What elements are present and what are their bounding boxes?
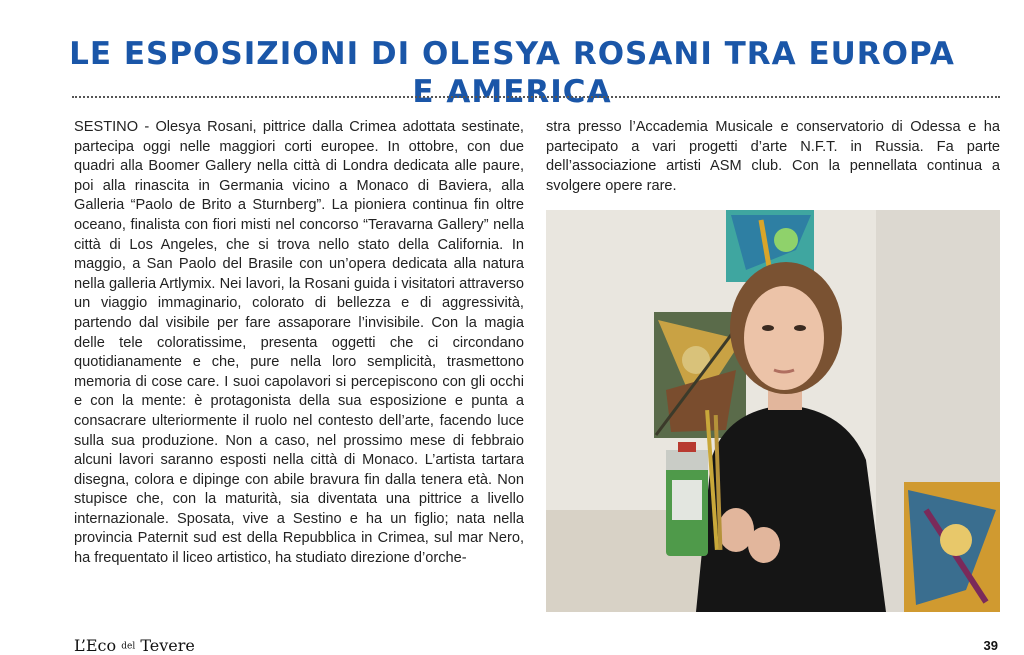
article-body-left-column: SESTINO - Olesya Rosani, pittrice dalla Crimea adottata sestinate, partecipa oggi nelle maggiori corti europee. In ottobre, con due quadri alla Boomer Gallery nella città di Londra dedicata alle paure, poi alla rinascita in Germania vicino a Monaco di Baviera, alla Galleria “Paolo de Brito a Sturnberg”. La pioniera continua fin oltre oceano, finalista con fiori misti nel concorso “Teravarna Gallery” nella città di Los Angeles, che si trova nello stato della California. In maggio, a San Paolo del Brasile con un’opera dedicata alla natura nella galleria Artlymix. Nei lavori, la Rosani guida i visitatori attraverso un viaggio immaginario, colorato di bellezza e di aggressività, partendo dal visibile per fare assaporare l’invisibile. Con la magia delle tele coloratissime, presenta oggetti che ci circondano quotidianamente e che, pure nella loro semplicità, trasmettono memoria di cose care. I suoi capolavori si percepiscono con gli occhi e con la mente: è protagonista della sua esposizione e punta a consacrare ulteriormente il ruolo nel contesto dell’arte, facendo luce sulla sua produzione. Non a caso, nel prossimo mese di febbraio alcuni lavori saranno esposti nella città di Monaco. L’artista tartara disegna, colora e dipinge con abile bravura fin dalla tenera età. Non stupisce che, con la maturità, sia diventata una pittrice a livello internazionale. Sposata, vive a Sestino e ha un figlio; nata nella provincia Paternit sud est della Repubblica in Crimea, sul mar Nero, ha frequentato il liceo artistico, ha studiato direzione d’orche- (74, 119, 524, 567)
article-body-right-column: stra presso l’Accademia Musicale e conservatorio di Odessa e ha partecipato a vari progetti d’arte N.F.T. in Russia. Fa parte dell’associazione artisti ASM club. Con la pennellata continua a svolgere opere rare. (546, 119, 1000, 194)
brand-word-tevere: Tevere (140, 636, 195, 655)
article-title: LE ESPOSIZIONI DI OLESYA ROSANI TRA EUROPA E AMERICA (69, 35, 955, 110)
brand-word-l-eco: L’Eco (74, 636, 117, 655)
page-number: 39 (983, 638, 998, 653)
brand-word-del: del (121, 641, 136, 652)
painting-right (904, 482, 1000, 612)
magazine-brand (74, 636, 195, 655)
spray-can (666, 442, 708, 556)
artist-photo (546, 210, 1000, 612)
dotted-divider (72, 96, 1000, 98)
